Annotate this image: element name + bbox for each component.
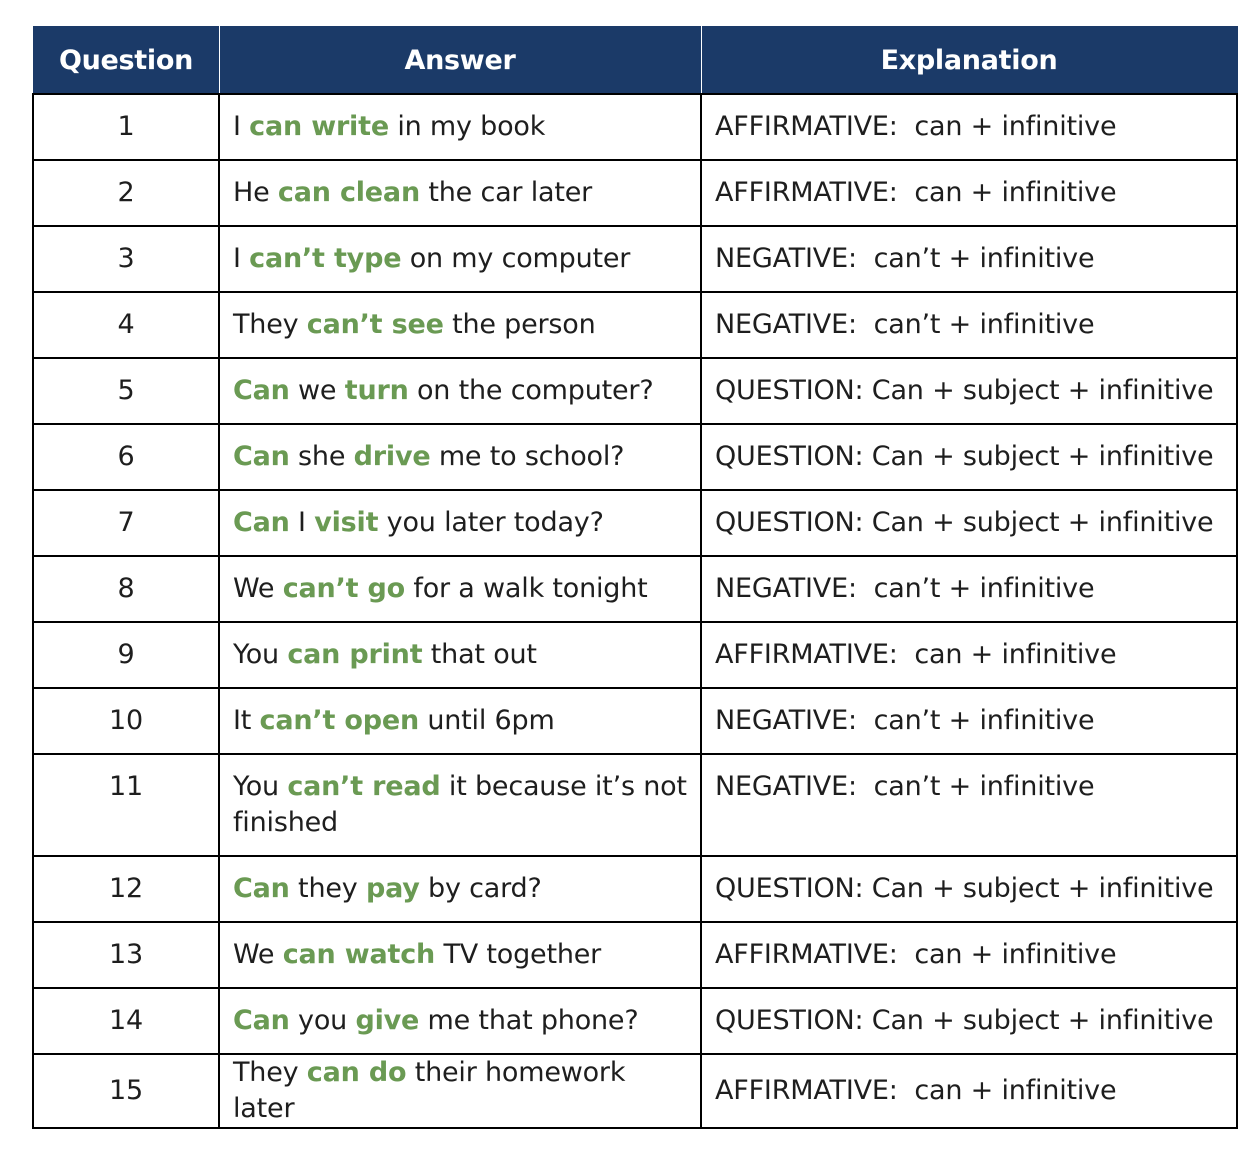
answer-text: on my computer bbox=[401, 243, 631, 274]
answer-text: we bbox=[289, 375, 345, 406]
question-number: 10 bbox=[33, 688, 219, 754]
table-row bbox=[33, 754, 1237, 856]
answer-cell bbox=[219, 292, 701, 358]
answer-cell bbox=[219, 754, 701, 856]
explanation-cell: AFFIRMATIVE: can + infinitive bbox=[701, 1054, 1237, 1128]
explanation-cell: NEGATIVE: can’t + infinitive bbox=[701, 226, 1237, 292]
column-header-explanation: Explanation bbox=[701, 27, 1237, 95]
table-row bbox=[33, 358, 1237, 424]
table-row bbox=[33, 688, 1237, 754]
highlighted-modal-verb: Can bbox=[233, 441, 290, 472]
answer-cell bbox=[219, 856, 701, 922]
question-number: 14 bbox=[33, 988, 219, 1054]
answer-text: I bbox=[233, 111, 250, 142]
answer-text: We bbox=[233, 939, 283, 970]
highlighted-modal-verb: can write bbox=[249, 111, 389, 142]
explanation-cell: NEGATIVE: can’t + infinitive bbox=[701, 688, 1237, 754]
highlighted-modal-verb: can’t read bbox=[287, 771, 441, 802]
question-number: 1 bbox=[33, 94, 219, 160]
column-header-answer: Answer bbox=[219, 27, 701, 95]
answer-text: on the computer? bbox=[408, 375, 654, 406]
answer-text: me that phone? bbox=[419, 1005, 639, 1036]
answer-cell bbox=[219, 358, 701, 424]
answer-text: We bbox=[233, 573, 283, 604]
answer-cell bbox=[219, 424, 701, 490]
answer-cell bbox=[219, 1054, 701, 1128]
highlighted-modal-verb: can’t go bbox=[282, 573, 406, 604]
highlighted-modal-verb: turn bbox=[344, 375, 409, 406]
explanation-cell: QUESTION: Can + subject + infinitive bbox=[701, 856, 1237, 922]
answer-text: TV together bbox=[435, 939, 602, 970]
explanation-cell: NEGATIVE: can’t + infinitive bbox=[701, 556, 1237, 622]
table-row bbox=[33, 856, 1237, 922]
answer-text: I bbox=[289, 507, 315, 538]
highlighted-modal-verb: give bbox=[355, 1005, 420, 1036]
answer-text: You bbox=[233, 771, 288, 802]
highlighted-modal-verb: can’t open bbox=[259, 705, 419, 736]
answer-text: They bbox=[233, 1057, 307, 1088]
table-row bbox=[33, 922, 1237, 988]
table-row bbox=[33, 424, 1237, 490]
answer-text: He bbox=[233, 177, 278, 208]
answer-text: they bbox=[289, 873, 366, 904]
answer-text: in my book bbox=[388, 111, 546, 142]
answer-text: you later today? bbox=[378, 507, 604, 538]
answer-text: the car later bbox=[419, 177, 593, 208]
highlighted-modal-verb: Can bbox=[233, 1005, 290, 1036]
question-number: 4 bbox=[33, 292, 219, 358]
explanation-cell: NEGATIVE: can’t + infinitive bbox=[701, 754, 1237, 856]
highlighted-modal-verb: visit bbox=[314, 507, 379, 538]
highlighted-modal-verb: Can bbox=[233, 375, 290, 406]
question-number: 6 bbox=[33, 424, 219, 490]
answer-cell bbox=[219, 688, 701, 754]
table-header-row bbox=[33, 27, 1237, 95]
answer-text: I bbox=[233, 243, 250, 274]
explanation-cell: AFFIRMATIVE: can + infinitive bbox=[701, 94, 1237, 160]
highlighted-modal-verb: Can bbox=[233, 873, 290, 904]
answer-text: the person bbox=[443, 309, 596, 340]
answer-cell bbox=[219, 922, 701, 988]
answer-cell bbox=[219, 490, 701, 556]
question-number: 11 bbox=[33, 754, 219, 856]
answer-text: You bbox=[233, 639, 288, 670]
table-row bbox=[33, 490, 1237, 556]
question-number: 7 bbox=[33, 490, 219, 556]
answer-key-table bbox=[32, 26, 1238, 1129]
explanation-cell: AFFIRMATIVE: can + infinitive bbox=[701, 622, 1237, 688]
highlighted-modal-verb: can print bbox=[287, 639, 423, 670]
highlighted-modal-verb: pay bbox=[365, 873, 420, 904]
question-number: 8 bbox=[33, 556, 219, 622]
explanation-cell: NEGATIVE: can’t + infinitive bbox=[701, 292, 1237, 358]
question-number: 12 bbox=[33, 856, 219, 922]
explanation-cell: AFFIRMATIVE: can + infinitive bbox=[701, 922, 1237, 988]
answer-text: it because it’s not finished bbox=[233, 771, 687, 838]
explanation-cell: QUESTION: Can + subject + infinitive bbox=[701, 358, 1237, 424]
table-row bbox=[33, 94, 1237, 160]
highlighted-modal-verb: Can bbox=[233, 507, 290, 538]
answer-text: that out bbox=[422, 639, 537, 670]
answer-text: she bbox=[289, 441, 354, 472]
table-row bbox=[33, 226, 1237, 292]
explanation-cell: QUESTION: Can + subject + infinitive bbox=[701, 424, 1237, 490]
table-row bbox=[33, 292, 1237, 358]
highlighted-modal-verb: can’t see bbox=[306, 309, 444, 340]
answer-text: you bbox=[289, 1005, 356, 1036]
question-number: 2 bbox=[33, 160, 219, 226]
table-row bbox=[33, 556, 1237, 622]
answer-text: It bbox=[233, 705, 260, 736]
highlighted-modal-verb: can watch bbox=[282, 939, 436, 970]
table-row bbox=[33, 160, 1237, 226]
table-body bbox=[33, 94, 1237, 1128]
answer-cell bbox=[219, 556, 701, 622]
table-row bbox=[33, 988, 1237, 1054]
answer-text: by card? bbox=[419, 873, 542, 904]
highlighted-modal-verb: can’t type bbox=[249, 243, 402, 274]
highlighted-modal-verb: drive bbox=[353, 441, 431, 472]
question-number: 3 bbox=[33, 226, 219, 292]
table-row bbox=[33, 622, 1237, 688]
column-header-question: Question bbox=[33, 27, 219, 95]
answer-cell bbox=[219, 94, 701, 160]
question-number: 13 bbox=[33, 922, 219, 988]
question-number: 5 bbox=[33, 358, 219, 424]
answer-cell bbox=[219, 988, 701, 1054]
answer-cell bbox=[219, 226, 701, 292]
highlighted-modal-verb: can do bbox=[306, 1057, 407, 1088]
highlighted-modal-verb: can clean bbox=[277, 177, 420, 208]
answer-text: until 6pm bbox=[418, 705, 555, 736]
explanation-cell: QUESTION: Can + subject + infinitive bbox=[701, 490, 1237, 556]
answer-text: me to school? bbox=[430, 441, 625, 472]
answer-cell bbox=[219, 160, 701, 226]
answer-text: They bbox=[233, 309, 307, 340]
answer-cell bbox=[219, 622, 701, 688]
table-row bbox=[33, 1054, 1237, 1128]
answer-text: for a walk tonight bbox=[405, 573, 648, 604]
answer-text: their homework later bbox=[233, 1057, 626, 1124]
explanation-cell: QUESTION: Can + subject + infinitive bbox=[701, 988, 1237, 1054]
question-number: 15 bbox=[33, 1054, 219, 1128]
explanation-cell: AFFIRMATIVE: can + infinitive bbox=[701, 160, 1237, 226]
question-number: 9 bbox=[33, 622, 219, 688]
